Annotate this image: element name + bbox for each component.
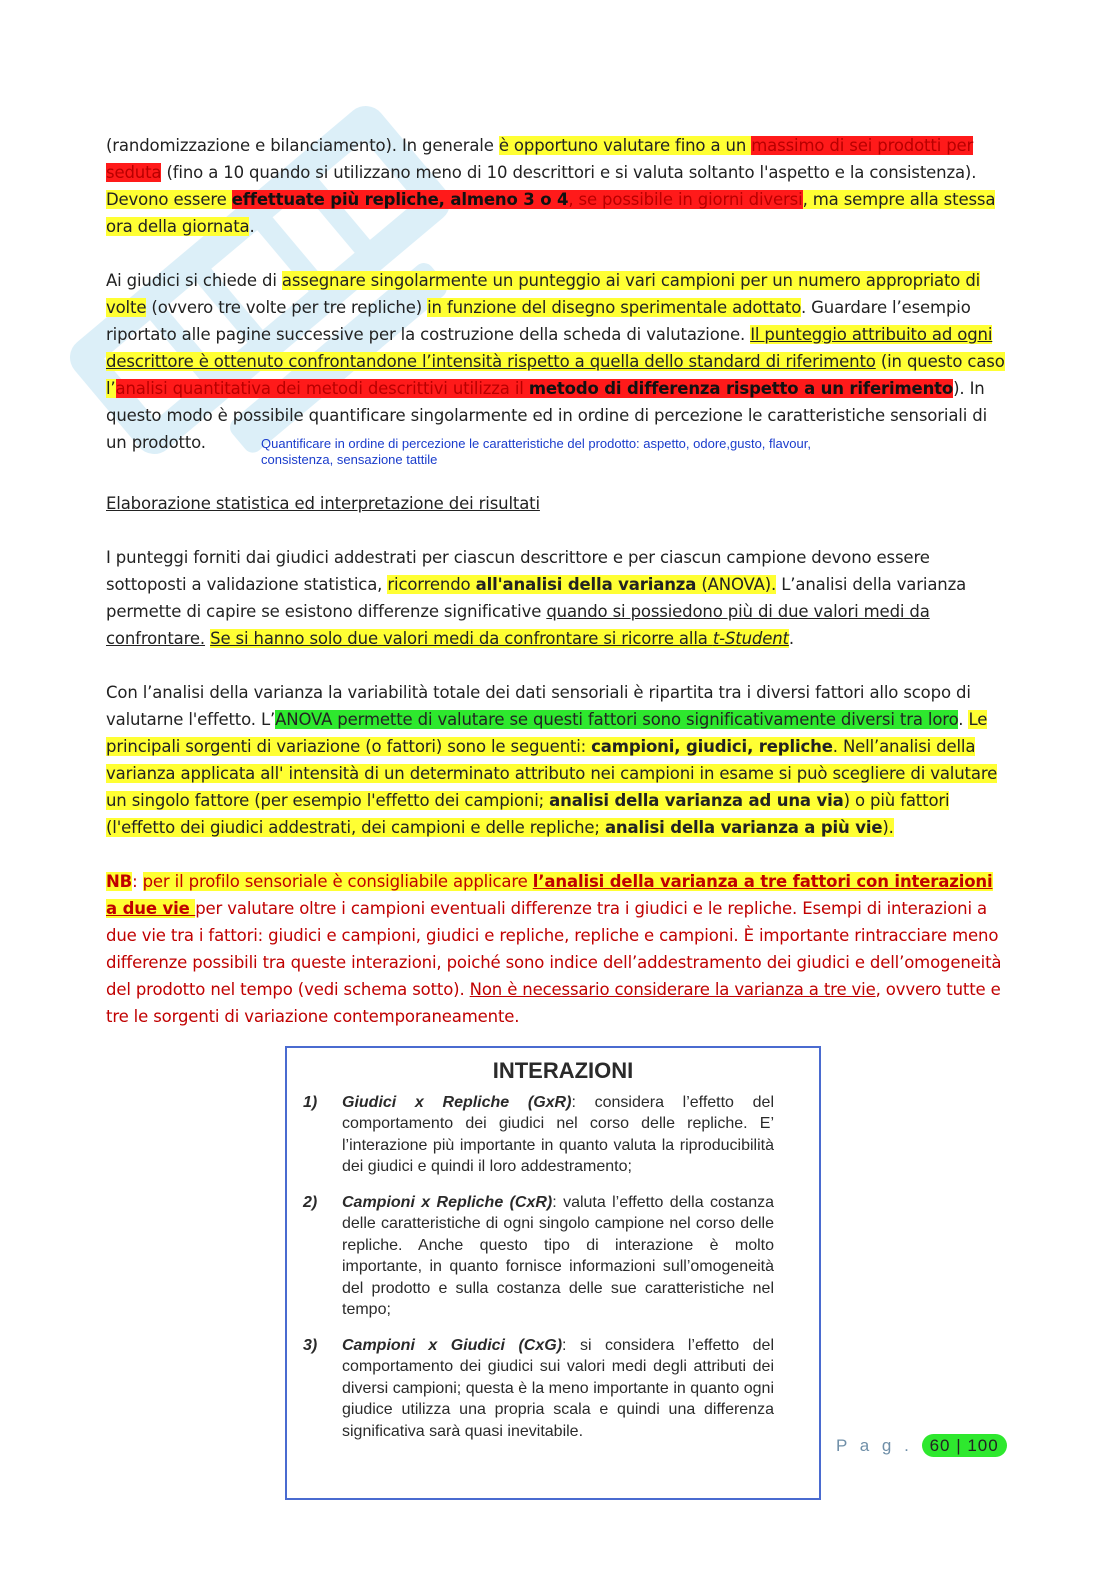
page-number: 60 | 100 <box>922 1434 1007 1457</box>
nb-underlined: Non è necessario considerare la varianza a tre vie <box>469 980 876 999</box>
p4-highlight: ). <box>882 818 894 837</box>
p3-highlight: (ANOVA). <box>696 575 777 594</box>
nb-text: : <box>132 872 143 891</box>
item-number: 2) <box>303 1193 318 1211</box>
item-title: Campioni x Repliche (CxR) <box>342 1193 553 1211</box>
p1-red-highlight: , se possibile in giorni diversi <box>568 190 803 209</box>
paragraph-3 <box>106 544 1006 652</box>
p1-red-bold: effettuate più repliche, almeno 3 o 4 <box>231 190 569 209</box>
paragraph-1 <box>106 132 1006 240</box>
paragraph-2 <box>106 267 1006 456</box>
p4-bold-highlight: analisi della varianza ad una via <box>549 791 844 810</box>
item-number: 3) <box>303 1336 318 1354</box>
item-number: 1) <box>303 1093 318 1111</box>
margin-note: Quantificare in ordine di percezione le caratteristiche del prodotto: aspetto, odore,gusto, flavour, consistenza, sensazione tattile <box>261 436 811 467</box>
p1-highlight: , ma sempre alla stessa ora della giornata <box>106 190 996 236</box>
nb-highlight: per il profilo sensoriale è consigliabile applicare <box>142 872 533 891</box>
item-text: : si considera l’effetto del comportamento dei giudici sui valori medi degli attributi dei diversi campioni; questa è la meno importante in quanto ogni giudice utilizza una propria scala e quindi una differenza significativa sarà quasi inevitabile. <box>342 1336 774 1440</box>
paragraph-4 <box>106 679 1006 841</box>
nb-bold-underlined: l’analisi della varianza a tre fattori con interazioni a due vie <box>106 872 993 918</box>
p2-text: . Guardare l’esempio riportato alle pagine successive per la costruzione della scheda di valutazione. <box>106 298 971 344</box>
p4-highlight: . Nell’analisi della varianza applicata all' intensità di un determinato attributo nei campioni in esame si può scegliere di valutare un singolo fattore (per esempio l'effetto dei campioni; <box>106 737 998 810</box>
p1-text: (randomizzazione e bilanciamento). In generale <box>106 136 499 155</box>
p4-green-highlight: ANOVA permette di valutare se questi fattori sono significativamente diversi tra loro <box>275 710 959 729</box>
section-heading: Elaborazione statistica ed interpretazione dei risultati <box>106 494 540 513</box>
p2-underlined-highlight: Il punteggio attribuito ad ogni descrittore è ottenuto confrontandone l’intensità rispetto a quella dello standard di riferimento <box>106 325 993 371</box>
p2-highlight: (in questo caso l’ <box>106 352 1005 398</box>
p2-red-highlight: analisi quantitativa dei metodi descrittivi utilizza il <box>115 379 529 398</box>
nb-text: , ovvero tutte e tre le sorgenti di variazione contemporaneamente. <box>106 980 1001 1026</box>
p4-highlight: ) o più fattori (l'effetto dei giudici addestrati, dei campioni e delle repliche; <box>106 791 950 837</box>
interaction-item <box>287 1192 819 1321</box>
nb-label: NB <box>106 872 133 891</box>
page-footer <box>836 1436 1007 1456</box>
p3-underlined-highlight: Se si hanno solo due valori medi da confrontare si ricorre alla <box>210 629 713 648</box>
page-label: P a g . <box>836 1436 913 1455</box>
p3-italic: t-Student <box>712 629 789 648</box>
p3-bold-highlight: all'analisi della varianza <box>475 575 697 594</box>
p3-underlined: quando si possiedono più di due valori medi da confrontare. <box>106 602 930 648</box>
item-text: : considera l’effetto del comportamento dei giudici nel corso delle repliche. E’ l’interazione più importante in quanto valuta la riproducibilità dei giudici e quindi il loro addestramento; <box>342 1093 775 1175</box>
item-title: Campioni x Giudici (CxG) <box>342 1336 563 1354</box>
p1-text: (fino a 10 quando si utilizzano meno di 10 descrittori e si valuta soltanto l'aspetto e la consistenza). <box>161 163 977 182</box>
p2-text: ). In questo modo è possibile quantificare singolarmente ed in ordine di percezione le caratteristiche sensoriali di un prodotto. <box>106 379 988 452</box>
p4-bold-highlight: analisi della varianza a più vie <box>604 818 883 837</box>
p4-bold-highlight: campioni, giudici, repliche <box>591 737 833 756</box>
item-text: : valuta l’effetto della costanza delle caratteristiche di ogni singolo campione nel corso delle repliche. Anche questo tipo di interazione è molto importante, in quanto fornisce informazioni sull’omogeneità del prodotto e sulla costanza delle sue caratteristiche nel tempo; <box>342 1193 774 1318</box>
p4-text: . <box>958 710 969 729</box>
p3-highlight: ricorrendo <box>387 575 476 594</box>
p1-red-highlight: massimo di sei prodotti per seduta <box>106 136 974 182</box>
interactions-box <box>285 1046 821 1500</box>
p2-highlight: assegnare singolarmente un punteggio ai vari campioni per un numero appropriato di volte <box>106 271 981 317</box>
p3-text: L’analisi della varianza permette di capire se esistono differenze significative <box>106 575 967 621</box>
p2-red-bold: metodo di differenza rispetto a un riferimento <box>528 379 954 398</box>
p1-highlight: è opportuno valutare fino a un <box>498 136 752 155</box>
document-body <box>106 132 1006 1030</box>
paragraph-nb <box>106 868 1006 1030</box>
p2-highlight: in funzione del disegno sperimentale adottato <box>427 298 801 317</box>
p2-text: (ovvero tre volte per tre repliche) <box>146 298 428 317</box>
item-title: Giudici x Repliche (GxR) <box>342 1093 572 1111</box>
p4-text: Con l’analisi della varianza la variabilità totale dei dati sensoriali è ripartita tra i diversi fattori allo scopo di valutarne l'effetto. L’ <box>106 683 971 729</box>
p3-text: I punteggi forniti dai giudici addestrati per ciascun descrittore e per ciascun campione devono essere sottoposti a validazione statistica, <box>106 548 930 594</box>
p3-text: . <box>788 629 794 648</box>
interaction-item <box>287 1335 819 1443</box>
p4-highlight: Le principali sorgenti di variazione (o fattori) sono le seguenti: <box>106 710 988 756</box>
interaction-item <box>287 1092 819 1178</box>
p1-highlight: Devono essere <box>106 190 232 209</box>
nb-text: per valutare oltre i campioni eventuali differenze tra i giudici e le repliche. Esempi di interazioni a due vie tra i fattori: giudici e campioni, giudici e repliche, repliche e campioni. È importante rintracciare meno differenze possibili tra queste interazioni, poiché sono indice dell’addestramento dei giudici e dell’omogeneità del prodotto nel tempo (vedi schema sotto). <box>106 899 1002 999</box>
p1-text: . <box>249 217 255 236</box>
p2-text: Ai giudici si chiede di <box>106 271 282 290</box>
box-title: INTERAZIONI <box>492 1058 634 1083</box>
